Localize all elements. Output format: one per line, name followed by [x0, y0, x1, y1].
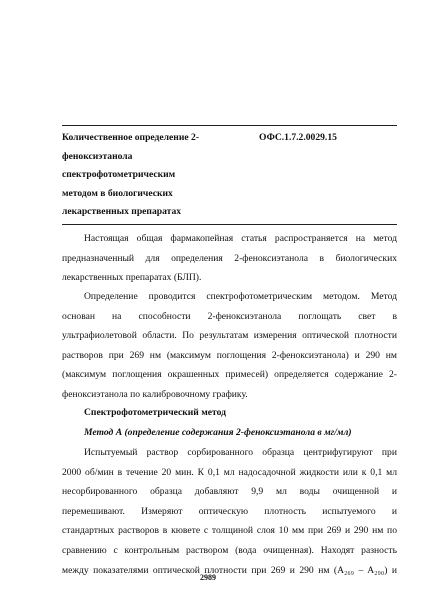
paragraph-line: Испытуемый раствор сорбированного образца центрифугируют при — [84, 447, 397, 458]
article-code: ОФС.1.7.2.0029.15 — [259, 132, 337, 143]
paragraph-line: растворов при 269 нм (максимум поглощения 2-феноксиэтанола) и 290 нм — [62, 349, 397, 361]
paragraph-line: Настоящая общая фармакопейная статья распространяется на метод — [84, 233, 397, 244]
paragraph-procedure — [62, 443, 397, 580]
paragraph-line: феноксиэтанола по калибровочному графику. — [62, 388, 248, 400]
paragraph-principle — [62, 287, 397, 405]
article-title-line: Количественное определение 2- — [62, 132, 200, 143]
paragraph-line: (максимум поглощения окрашенных примесей) определяется содержание 2- — [62, 369, 397, 381]
paragraph-intro — [62, 229, 397, 288]
header-bottom-rule — [62, 224, 397, 225]
article-title-line: спектрофотометрическим — [62, 169, 176, 181]
paragraph-line: между показателями оптической плотности при 269 и 290 нм (A₂₆₉ – A₂₉₀) и — [62, 564, 397, 576]
section-heading-method-a: Метод А (определение содержания 2-феноксиэтанола в мг/мл) — [84, 427, 352, 438]
section-heading-method: Спектрофотометрический метод — [84, 407, 226, 418]
paragraph-line: основан на способности 2-феноксиэтанола поглощать свет в — [62, 310, 397, 322]
header-top-rule — [62, 125, 397, 126]
page-number: 2989 — [200, 573, 216, 582]
paragraph-line: предназначенный для определения 2-феноксиэтанола в биологических — [62, 252, 397, 264]
article-title-line: лекарственных препаратах — [62, 206, 182, 218]
paragraph-line: ультрафиолетовой области. По результатам измерения оптической плотности — [62, 330, 397, 342]
paragraph-line: перемешивают. Измеряют оптическую плотность испытуемого и — [62, 505, 397, 517]
paragraph-line: стандартных растворов в кювете с толщиной слоя 10 мм при 269 и 290 нм по — [62, 525, 397, 537]
article-title-line: методом в биологических — [62, 187, 173, 199]
article-title-line: феноксиэтанола — [62, 150, 133, 162]
article-title — [62, 129, 232, 222]
paragraph-line: Определение проводится спектрофотометрическим методом. Метод — [84, 291, 397, 302]
paragraph-line: несорбированного образца добавляют 9,9 мл воды очищенной и — [62, 486, 397, 498]
paragraph-line: лекарственных препаратах (БЛП). — [62, 272, 202, 284]
paragraph-line: 2000 об/мин в течение 20 мин. К 0,1 мл надосадочной жидкости или к 0,1 мл — [62, 466, 397, 478]
paragraph-line: сравнению с контрольным раствором (вода очищенная). Находят разность — [62, 544, 397, 556]
